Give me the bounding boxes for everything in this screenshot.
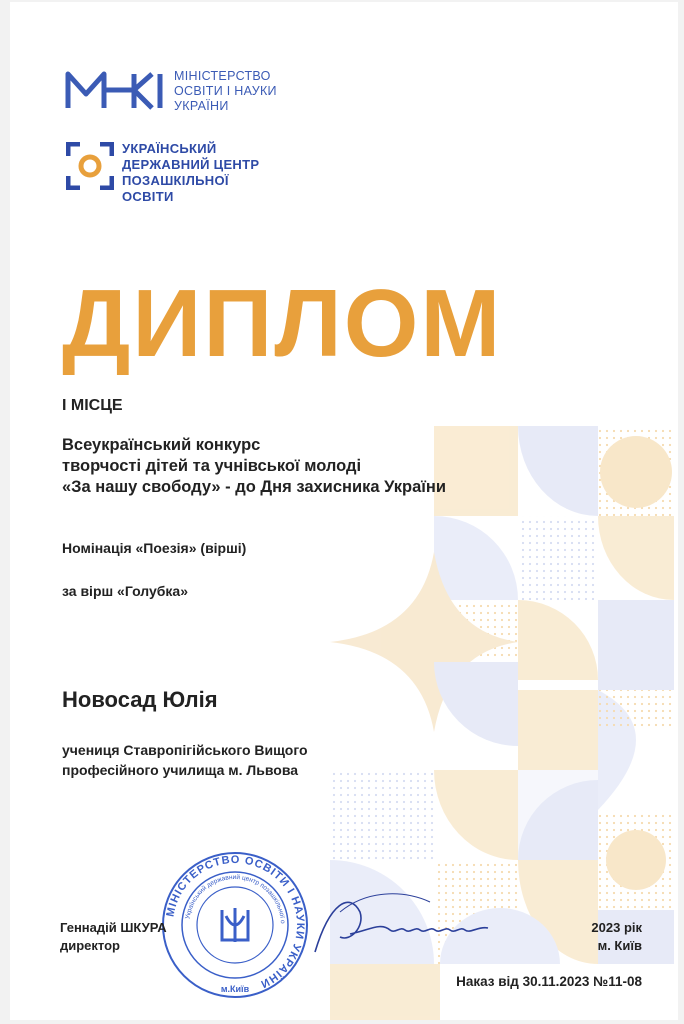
contest-line: творчості дітей та учнівської молоді <box>62 457 362 475</box>
center-logo-text: УКРАЇНСЬКИЙ ДЕРЖАВНИЙ ЦЕНТР ПОЗАШКІЛЬНОЇ ОСВІТИ <box>122 141 260 204</box>
ministry-logo-icon <box>64 68 168 112</box>
svg-text:м.Київ: м.Київ <box>220 984 250 994</box>
handwritten-signature <box>310 882 510 972</box>
ministry-logo-text: МІНІСТЕРСТВО ОСВІТИ І НАУКИ УКРАЇНИ <box>174 69 277 113</box>
recipient-position: учениця Ставропігійського Вищого професійного училища м. Львова <box>62 742 308 778</box>
city-label: м. Київ <box>597 938 642 953</box>
year-label: 2023 рік <box>591 920 642 935</box>
signer-block <box>60 919 167 955</box>
contest-description <box>62 435 446 498</box>
svg-text:МІНІСТЕРСТВО ОСВІТИ І НАУКИ УК: МІНІСТЕРСТВО ОСВІТИ І НАУКИ УКРАЇНИ <box>164 853 307 991</box>
nomination-label: Номінація «Поезія» (вірші) <box>62 540 247 556</box>
recipient-name: Новосад Юлія <box>62 687 218 712</box>
official-stamp <box>160 850 310 1000</box>
diploma-title: ДИПЛОМ <box>62 270 503 377</box>
center-logo-icon <box>66 142 114 190</box>
diploma-page <box>10 2 678 1020</box>
contest-line: «За нашу свободу» - до Дня захисника України <box>62 478 447 496</box>
contest-line: Всеукраїнський конкурс <box>62 436 261 454</box>
svg-text:Український державний центр по: Український державний центр позашкільної о <box>184 873 287 924</box>
work-label: за вірш «Голубка» <box>62 583 189 599</box>
order-reference: Наказ від 30.11.2023 №11-08 <box>456 974 642 989</box>
date-place-block <box>591 919 642 955</box>
signer-title: директор <box>60 938 120 953</box>
signer-name: Геннадій ШКУРА <box>60 920 167 935</box>
trident-icon <box>222 908 248 942</box>
place-label: І МІСЦЕ <box>62 397 123 414</box>
